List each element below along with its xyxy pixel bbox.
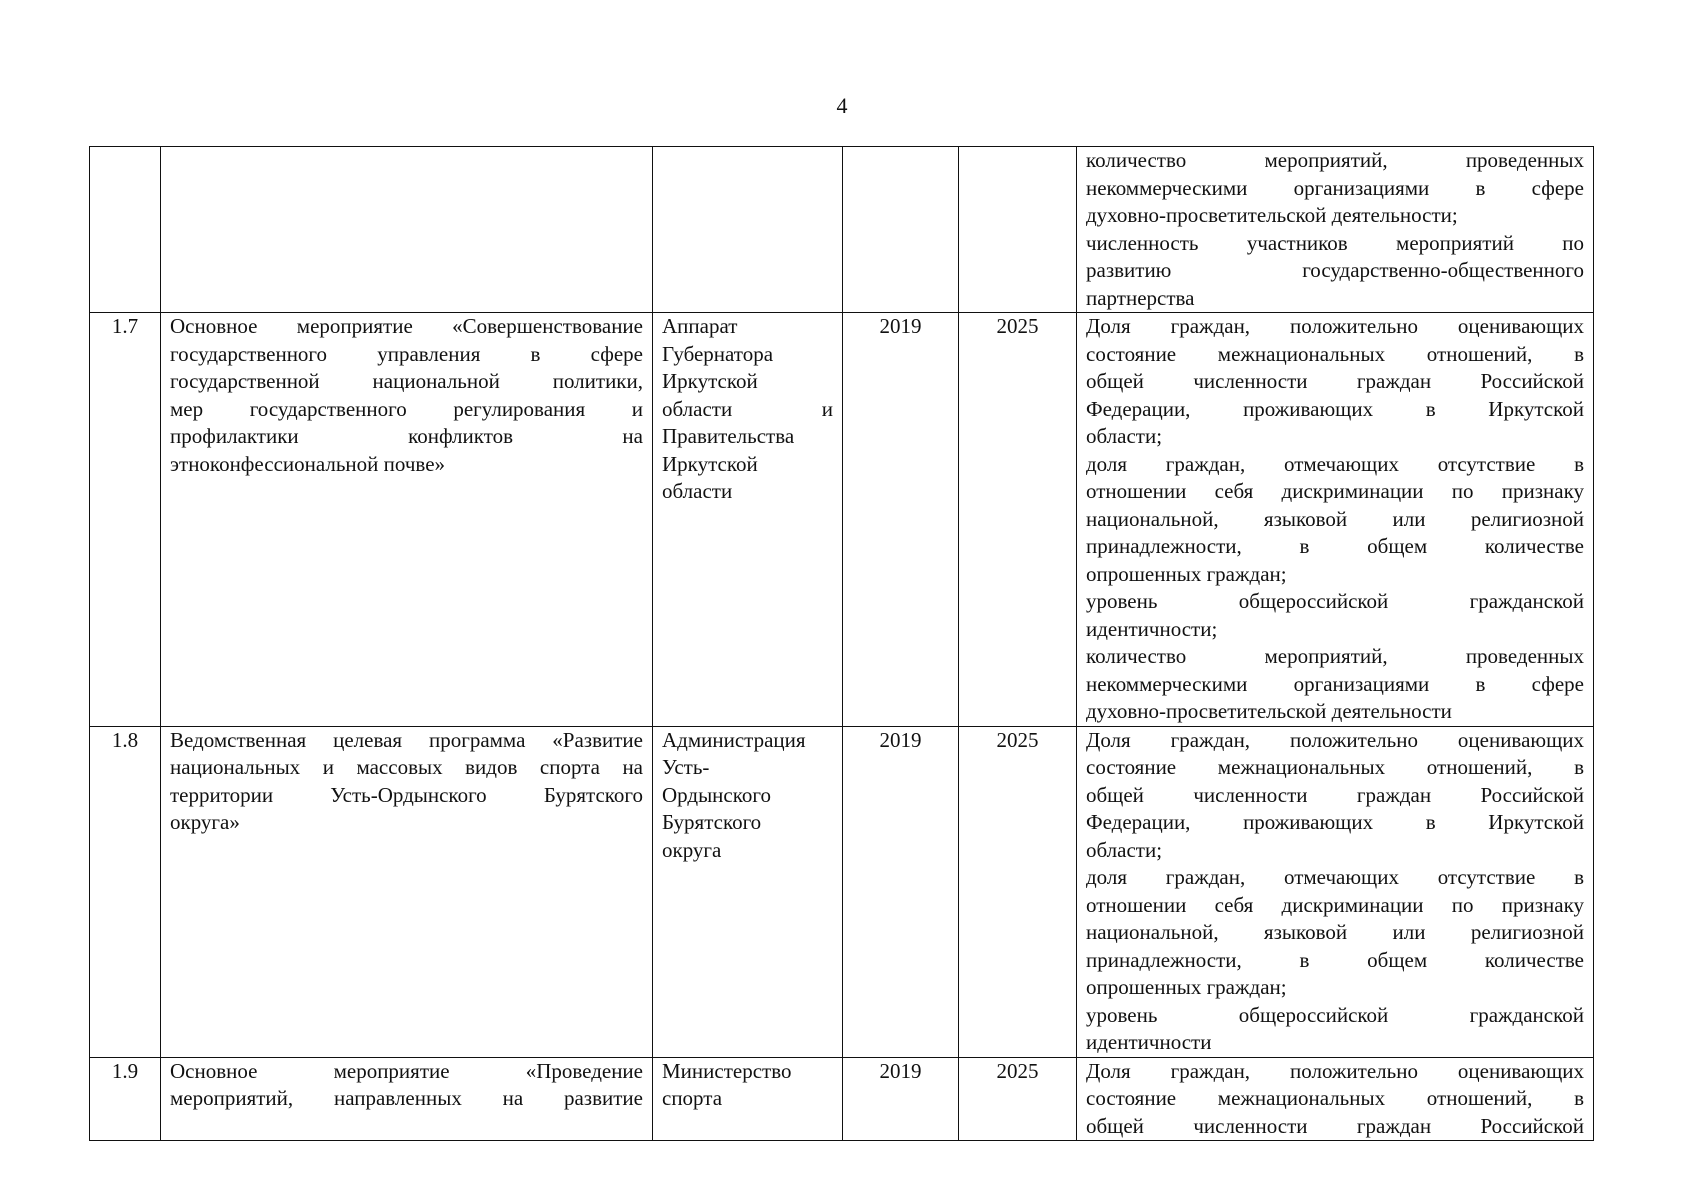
indicator-line: партнерства: [1086, 285, 1195, 310]
executor-line: Администрация: [662, 727, 806, 752]
indicator-line: национальной, языковой или религиозной: [1086, 506, 1584, 531]
start-year: [843, 147, 959, 313]
program-measures-table: [89, 146, 1594, 1141]
measure-name-line: государственной национальной политики,: [170, 369, 643, 393]
table-row: [90, 726, 1594, 1057]
executor-cell: [653, 313, 843, 727]
measure-name-line: Основное мероприятие «Проведение: [170, 1058, 643, 1083]
measure-name-cell: [161, 1057, 653, 1141]
indicator-line: Доля граждан, положительно оценивающих: [1086, 314, 1584, 338]
indicator-line: доля граждан, отмечающих отсутствие в: [1086, 451, 1584, 476]
indicator-line: отношении себя дискриминации по признаку: [1086, 479, 1584, 503]
start-year: 2019: [843, 1057, 959, 1141]
table-row: [90, 147, 1594, 313]
executor-line: Ордынского: [662, 782, 771, 807]
measure-name-line: территории Усть-Ордынского Бурятского: [170, 782, 643, 807]
executor-line: Губернатора: [662, 341, 774, 366]
measure-name-line: округа»: [170, 810, 240, 834]
indicators-cell: [1077, 313, 1594, 727]
indicator-line: опрошенных граждан;: [1086, 975, 1287, 999]
indicator-line: количество мероприятий, проведенных: [1086, 644, 1584, 668]
measure-name-cell: [161, 147, 653, 313]
executor-cell: [653, 147, 843, 313]
indicator-line: состояние межнациональных отношений, в: [1086, 341, 1584, 366]
end-year: 2025: [959, 313, 1077, 727]
indicators-cell: [1077, 1057, 1594, 1141]
row-number: 1.8: [90, 726, 161, 1057]
indicator-line: состояние межнациональных отношений, в: [1086, 755, 1584, 779]
measure-name-line: государственного управления в сфере: [170, 341, 643, 366]
indicator-line: Доля граждан, положительно оценивающих: [1086, 727, 1584, 752]
measure-name-line: мероприятий, направленных на развитие: [170, 1086, 643, 1110]
page-number: 4: [836, 93, 848, 118]
measure-name-line: этноконфессиональной почве»: [170, 451, 446, 476]
end-year: [959, 147, 1077, 313]
indicator-line: количество мероприятий, проведенных: [1086, 148, 1584, 172]
indicator-line: доля граждан, отмечающих отсутствие в: [1086, 865, 1584, 889]
indicator-line: общей численности граждан Российской: [1086, 369, 1584, 393]
end-year: 2025: [959, 726, 1077, 1057]
indicator-line: развитию государственно-общественного: [1086, 258, 1584, 282]
indicator-line: национальной, языковой или религиозной: [1086, 920, 1584, 944]
executor-line: Министерство: [662, 1058, 792, 1083]
measure-name-line: профилактики конфликтов на: [170, 424, 643, 448]
indicator-line: идентичности;: [1086, 616, 1218, 641]
executor-line: Иркутской: [662, 451, 758, 476]
executor-cell: [653, 1057, 843, 1141]
row-number: 1.7: [90, 313, 161, 727]
row-number: 1.9: [90, 1057, 161, 1141]
indicator-line: Федерации, проживающих в Иркутской: [1086, 810, 1584, 834]
start-year: 2019: [843, 726, 959, 1057]
indicator-line: уровень общероссийской гражданской: [1086, 589, 1584, 613]
indicator-line: духовно-просветительской деятельности: [1086, 699, 1452, 723]
indicator-line: общей численности граждан Российской: [1086, 782, 1584, 807]
indicators-cell: [1077, 147, 1594, 313]
executor-line: Бурятского: [662, 810, 762, 834]
executor-line: Усть-: [662, 755, 710, 779]
row-number: [90, 147, 161, 313]
indicator-line: уровень общероссийской гражданской: [1086, 1002, 1584, 1027]
indicator-line: отношении себя дискриминации по признаку: [1086, 892, 1584, 917]
measure-name-line: мер государственного регулирования и: [170, 396, 643, 421]
indicators-cell: [1077, 726, 1594, 1057]
executor-line: Аппарат: [662, 314, 738, 338]
table-row: [90, 313, 1594, 727]
indicator-line: общей численности граждан Российской: [1086, 1113, 1584, 1138]
executor-line: области и: [662, 396, 833, 421]
executor-line: Правительства: [662, 424, 795, 448]
indicator-line: численность участников мероприятий по: [1086, 230, 1584, 255]
indicator-line: области;: [1086, 424, 1163, 448]
measure-name-line: национальных и массовых видов спорта на: [170, 755, 643, 779]
measure-name-cell: [161, 313, 653, 727]
measure-name-line: Основное мероприятие «Совершенствование: [170, 314, 643, 338]
indicator-line: состояние межнациональных отношений, в: [1086, 1086, 1584, 1110]
measure-name-cell: [161, 726, 653, 1057]
indicator-line: Доля граждан, положительно оценивающих: [1086, 1058, 1584, 1083]
indicator-line: принадлежности, в общем количестве: [1086, 947, 1584, 972]
table-row: [90, 1057, 1594, 1141]
indicator-line: принадлежности, в общем количестве: [1086, 534, 1584, 558]
executor-line: спорта: [662, 1086, 723, 1110]
indicator-line: некоммерческими организациями в сфере: [1086, 671, 1584, 696]
indicator-line: идентичности: [1086, 1030, 1212, 1054]
end-year: 2025: [959, 1057, 1077, 1141]
start-year: 2019: [843, 313, 959, 727]
executor-line: Иркутской: [662, 369, 758, 393]
indicator-line: Федерации, проживающих в Иркутской: [1086, 396, 1584, 421]
indicator-line: духовно-просветительской деятельности;: [1086, 203, 1458, 227]
executor-cell: [653, 726, 843, 1057]
indicator-line: опрошенных граждан;: [1086, 561, 1287, 586]
measure-name-line: Ведомственная целевая программа «Развитие: [170, 727, 643, 752]
indicator-line: некоммерческими организациями в сфере: [1086, 175, 1584, 200]
executor-line: области: [662, 479, 733, 503]
executor-line: округа: [662, 837, 722, 862]
indicator-line: области;: [1086, 837, 1163, 862]
